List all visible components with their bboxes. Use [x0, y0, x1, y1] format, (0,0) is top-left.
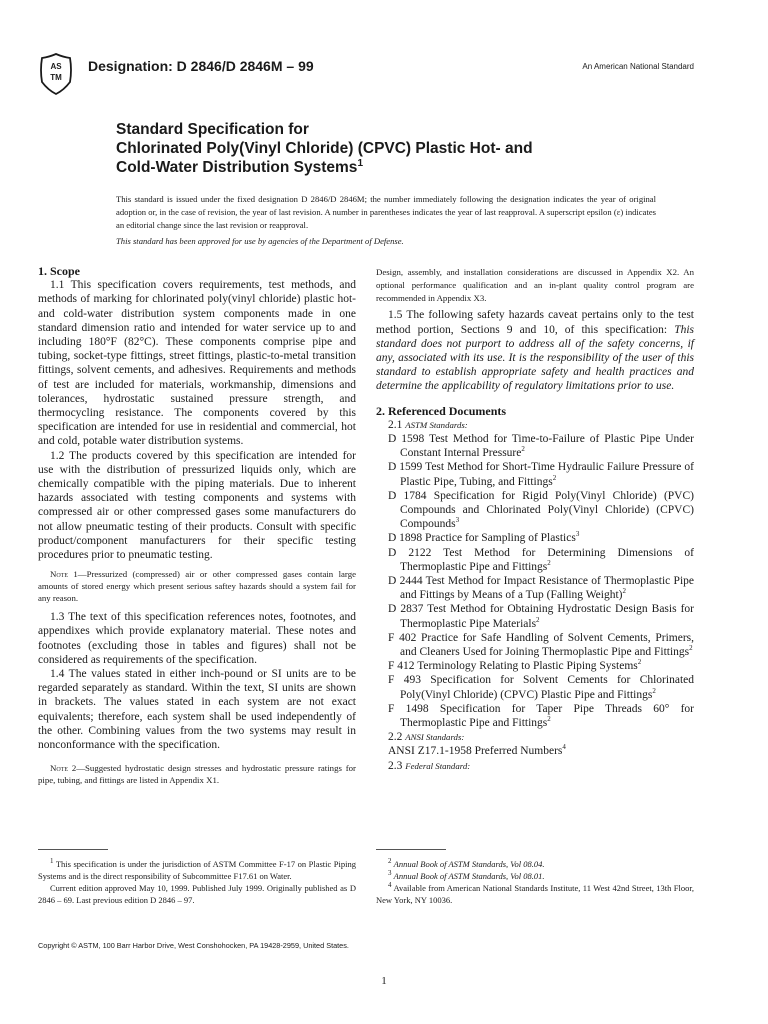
section-2-1: 2.1 ASTM Standards: [388, 418, 468, 431]
scope-heading: 1. Scope [38, 264, 80, 278]
footnotes-left [38, 858, 356, 906]
title-line-3: Cold-Water Distribution Systems$^1$ [116, 157, 363, 176]
section-1-3: 1.3 The text of this specification references notes, footnotes, and appendixes which provide explanatory material. These notes and footnotes (excluding those in tables and figures) shall not be considered as requirements of the specification. [38, 611, 356, 666]
svg-text:AS: AS [50, 62, 62, 71]
footnote-4: $^4$ Available from American National Standards Institute, 11 West 42nd Street, 13th Floor, New York, NY 10036. [376, 881, 694, 905]
issuance-statement: This standard is issued under the fixed designation D 2846/D 2846M; the number immediately following the designation indicates the year of original adoption or, in the case of revision, the year of last revision. A number in parentheses indicates the year of last reapproval. A superscript epsilon (ε) indicates an editorial change since the last revision or reapproval. [116, 194, 656, 230]
dod-approval-statement: This standard has been approved for use by agencies of the Department of Defense. [116, 236, 404, 246]
footnote-3: $^3$ Annual Book of ASTM Standards, Vol 08.01. [388, 869, 545, 881]
ansi-reference: ANSI Z17.1-1958 Preferred Numbers$^4$ [388, 743, 566, 758]
designation: Designation: D 2846/D 2846M – 99 [88, 58, 314, 74]
section-2-2: 2.2 ANSI Standards: [388, 731, 465, 744]
referenced-documents-heading: 2. Referenced Documents [376, 403, 507, 418]
american-national-standard: An American National Standard [582, 62, 694, 71]
document-title [116, 120, 676, 177]
reference-item: F 493 Specification for Solvent Cements for Chlorinated Poly(Vinyl Chloride) (CPVC) Plastic Pipe and Fittings$^2$ [388, 674, 694, 701]
footnote-2: $^2$ Annual Book of ASTM Standards, Vol 08.04. [388, 857, 545, 869]
section-1-2: 1.2 The products covered by this specification are intended for use with the distribution of pressurized liquids only, which are chemically compatible with the piping materials. Due to inherent hazards associated with testing components and systems with compressed air or other compressed gases some manufacturers do not allow pneumatic testing of their products. Consult with specific product/component manufacturers for their specific testing procedures prior to pneumatic testing. [38, 449, 356, 562]
reference-item: F 402 Practice for Safe Handling of Solvent Cements, Primers, and Cleaners Used for Joining Thermoplastic Pipe and Fittings$^2$ [388, 631, 694, 659]
reference-item: F 1498 Specification for Taper Pipe Threads 60° for Thermoplastic Pipe and Fittings$^2$ [388, 702, 694, 730]
title-line-1: Standard Specification for [116, 121, 309, 138]
left-column [38, 264, 356, 792]
reference-item: D 2444 Test Method for Impact Resistance of Thermoplastic Pipe and Fittings by Means of a Tup (Falling Weight)$^2$ [388, 575, 694, 602]
page-number: 1 [381, 975, 387, 987]
note-2: Note 2—Suggested hydrostatic design stresses and hydrostatic pressure ratings for pipe, tubing, and fittings are listed in Appendix X1. [38, 763, 356, 786]
appendix-continuation: Design, assembly, and installation considerations are discussed in Appendix X2. An optional performance qualification and an in-plant quality control program are recommended in Appendix X3. [376, 267, 694, 303]
reference-item: D 1784 Specification for Rigid Poly(Vinyl Chloride) (PVC) Compounds and Chlorinated Poly(Vinyl Chloride) (CPVC) Compounds$^3$ [388, 489, 694, 531]
title-footnote-mark: 1 [357, 157, 363, 169]
astm-reference-list [376, 432, 694, 730]
section-1-1: 1.1 This specification covers requirements, test methods, and methods of marking for chlorinated poly(vinyl chloride) plastic hot- and cold-water distribution system components made in one standard dimension ratio and intended for water service up to and including 180°F (82°C). These components comprise pipe and tubing, socket-type fittings, street fittings, plastic-to-metal transition fittings, solvent cements, and adhesives. Requirements and methods of test are included for materials, workmanship, dimensions and tolerances, hydrostatic sustained pressure strength, and thermocycling resistance. The components covered by this specification are intended for use in residential and commercial, hot and cold, potable water distribution systems. [38, 279, 356, 448]
footnote-rule-right [376, 849, 446, 850]
footnote-1: $^1$ This specification is under the jurisdiction of ASTM Committee F-17 on Plastic Piping Systems and is the direct responsibility of Subcommittee F17.61 on Water. [38, 857, 356, 881]
note-1: Note 1—Pressurized (compressed) air or other compressed gases contain large amounts of stored energy which present serious saftey hazards should a system fail for any reason. [38, 569, 356, 604]
reference-item: D 2122 Test Method for Determining Dimensions of Thermoplastic Pipe and Fittings$^2$ [388, 546, 694, 573]
footnotes-right [376, 858, 694, 906]
footnote-1-edition: Current edition approved May 10, 1999. Published July 1999. Originally published as D 2846 – 69. Last previous edition D 2846 – 97. [38, 883, 356, 905]
reference-item: D 1599 Test Method for Short-Time Hydraulic Failure Pressure of Plastic Pipe, Tubing, and Fittings$^2$ [388, 461, 694, 488]
reference-item: D 2837 Test Method for Obtaining Hydrostatic Design Basis for Thermoplastic Pipe Materials$^2$ [388, 603, 694, 630]
reference-item: D 1598 Test Method for Time-to-Failure of Plastic Pipe Under Constant Internal Pressure$^2$ [388, 433, 694, 460]
section-2-3: 2.3 Federal Standard: [388, 759, 471, 772]
svg-text:TM: TM [50, 73, 62, 82]
section-1-5: 1.5 The following safety hazards caveat pertains only to the test method portion, Sections 9 and 10, of this specification: This standard does not purport to address all of the safety concerns, if any, associated with its use. It is the responsibility of the user of this standard to establish appropriate safety and health practices and determine the applicability of regulatory limitations prior to use. [376, 309, 695, 393]
reference-item: F 412 Terminology Relating to Plastic Piping Systems$^2$ [388, 658, 642, 673]
right-column [376, 266, 694, 773]
copyright: Copyright © ASTM, 100 Barr Harbor Drive, West Conshohocken, PA 19428-2959, United States. [38, 941, 349, 950]
astm-logo [36, 52, 76, 96]
section-1-4: 1.4 The values stated in either inch-pound or SI units are to be regarded separately as standard. Within the text, SI units are shown in brackets. The values stated in each system are not exact equivalents; therefore, each system shall be used independently of the other. Combining values from the two systems may result in nonconformance with the specification. [38, 668, 356, 752]
footnote-rule-left [38, 849, 108, 850]
reference-item: D 1898 Practice for Sampling of Plastics$^3$ [388, 530, 580, 545]
title-line-2: Chlorinated Poly(Vinyl Chloride) (CPVC) Plastic Hot- and [116, 140, 533, 157]
